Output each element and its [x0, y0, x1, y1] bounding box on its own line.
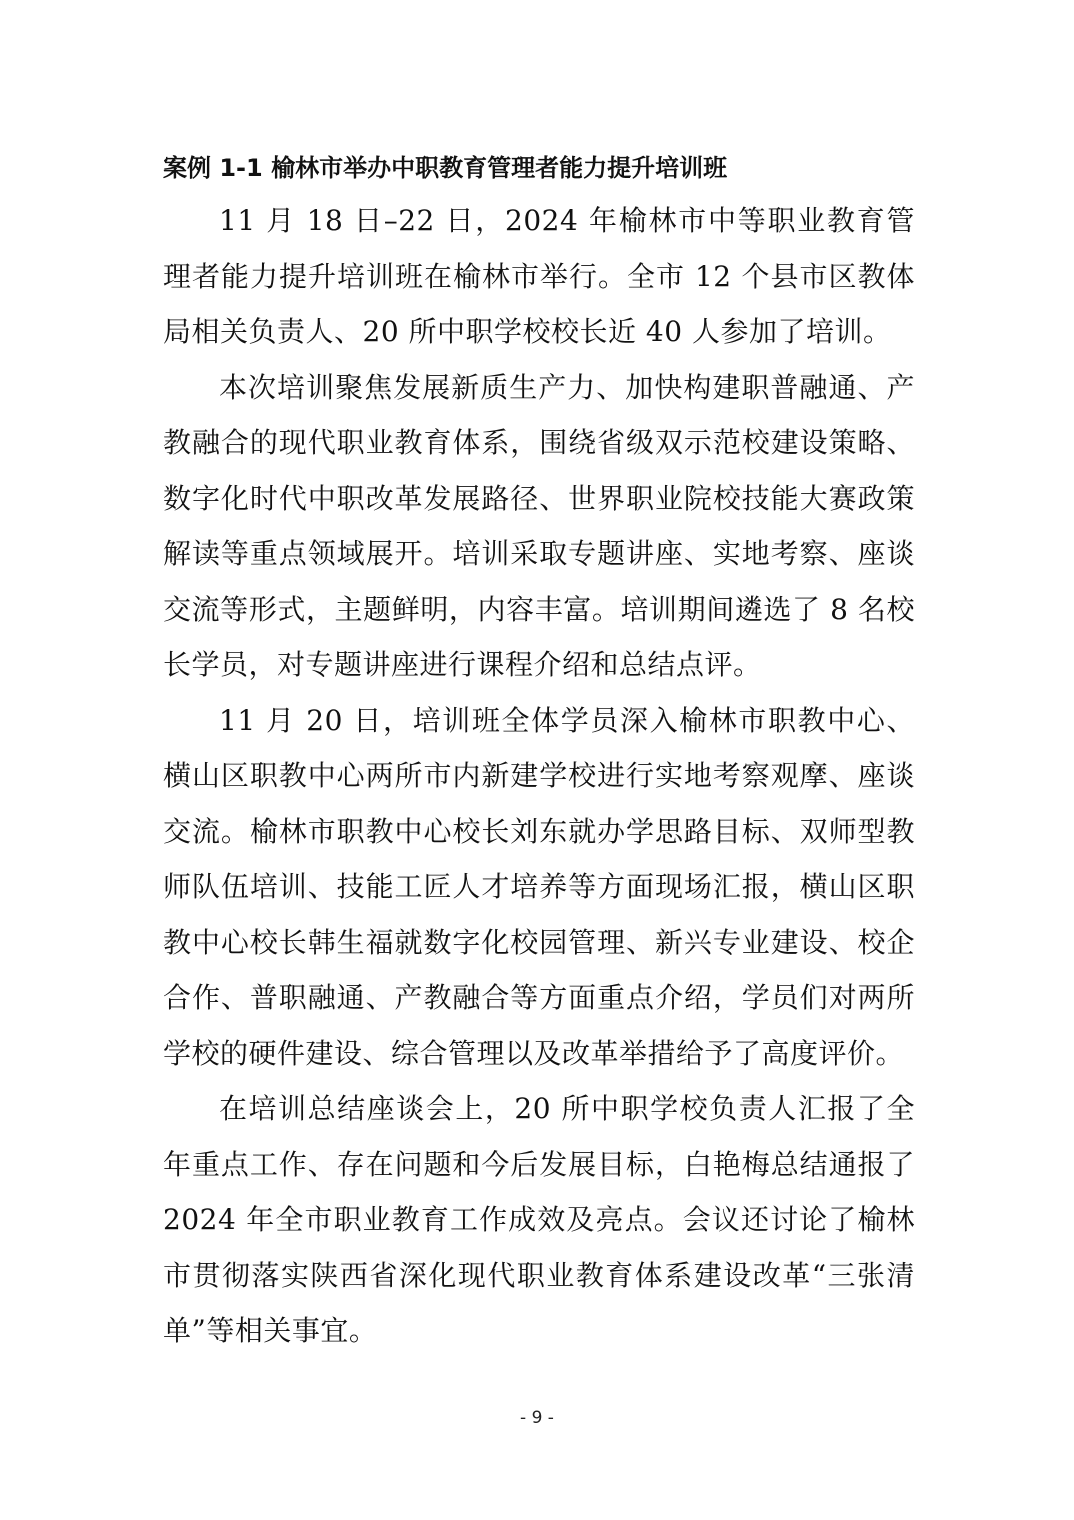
paragraph-1: 11 月 18 日–22 日，2024 年榆林市中等职业教育管理者能力提升培训班在榆林市举行。全市 12 个县市区教体局相关负责人、20 所中职学校校长近 40 人参加了培训。: [163, 204, 915, 348]
page-number: - 9 -: [520, 1408, 554, 1428]
case-title: 案例 1-1 榆林市举办中职教育管理者能力提升培训班: [163, 154, 728, 182]
paragraph-2: 本次培训聚焦发展新质生产力、加快构建职普融通、产教融合的现代职业教育体系，围绕省级双示范校建设策略、数字化时代中职改革发展路径、世界职业院校技能大赛政策解读等重点领域展开。培训采取专题讲座、实地考察、座谈交流等形式，主题鲜明，内容丰富。培训期间遴选了 8 名校长学员，对专题讲座进行课程介绍和总结点评。: [163, 370, 915, 681]
paragraph-4: 在培训总结座谈会上，20 所中职学校负责人汇报了全年重点工作、存在问题和今后发展目标，白艳梅总结通报了 2024 年全市职业教育工作成效及亮点。会议还讨论了榆林市贯彻落实陕西省深化现代职业教育体系建设改革“三张清单”等相关事宜。: [163, 1092, 915, 1347]
document-body: [163, 150, 915, 1359]
paragraph-3: 11 月 20 日，培训班全体学员深入榆林市职教中心、横山区职教中心两所市内新建学校进行实地考察观摩、座谈交流。榆林市职教中心校长刘东就办学思路目标、双师型教师队伍培训、技能工匠人才培养等方面现场汇报，横山区职教中心校长韩生福就数字化校园管理、新兴专业建设、校企合作、普职融通、产教融合等方面重点介绍，学员们对两所学校的硬件建设、综合管理以及改革举措给予了高度评价。: [163, 703, 915, 1070]
